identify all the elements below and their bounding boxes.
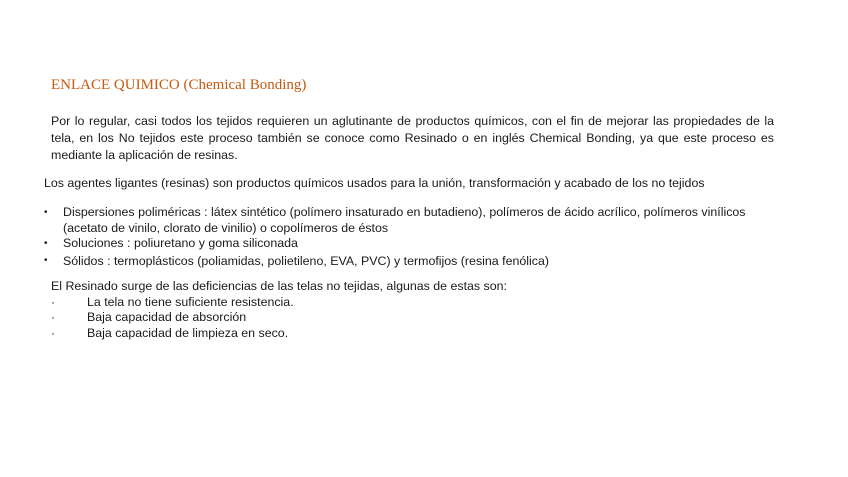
list-item (51, 310, 507, 326)
list-item (44, 205, 774, 236)
binder-types-list (44, 205, 774, 270)
list-item (51, 326, 507, 342)
list-item-text: Baja capacidad de absorción (87, 310, 247, 324)
bullet-icon: • (44, 254, 48, 266)
list-item (44, 236, 774, 252)
slide-title: ENLACE QUIMICO (Chemical Bonding) (51, 77, 307, 93)
deficiencies-intro: El Resinado surge de las deficiencias de las telas no tejidas, algunas de estas son: (51, 279, 507, 293)
bullet-icon: · (51, 325, 56, 340)
bullet-icon: • (44, 207, 48, 218)
list-item-text: Soluciones : poliuretano y goma siliconada (63, 236, 298, 250)
list-item (51, 295, 507, 311)
intro-paragraph: Por lo regular, casi todos los tejidos requieren un aglutinante de productos químicos, con el fin de mejorar las propiedades de la tela, en los No tejidos este proceso también se conoce como Resinado o en inglés Chemical Bonding, ya que este proceso es mediante la aplicación de resinas. (51, 114, 774, 162)
bullet-icon: · (51, 310, 56, 324)
deficiencies-section (51, 279, 507, 341)
list-item-text: La tela no tiene suficiente resistencia. (87, 294, 294, 309)
list-item (44, 252, 774, 270)
list-item-text: Dispersiones poliméricas : látex sintético (polímero insaturado en butadieno), polímeros de ácido acrílico, polímeros vinílicos (acetato de vinilo, clorato de vinilio) o copolímeros de éstos (63, 205, 746, 235)
bullet-icon: • (44, 238, 48, 249)
agents-sentence: Los agentes ligantes (resinas) son productos químicos usados para la unión, transformación y acabado de los no tejidos (44, 176, 705, 190)
bullet-icon: · (51, 294, 56, 309)
list-item-text: Sólidos : termoplásticos (poliamidas, polietileno, EVA, PVC) y termofijos (resina fenólica) (63, 253, 549, 268)
list-item-text: Baja capacidad de limpieza en seco. (87, 325, 289, 340)
